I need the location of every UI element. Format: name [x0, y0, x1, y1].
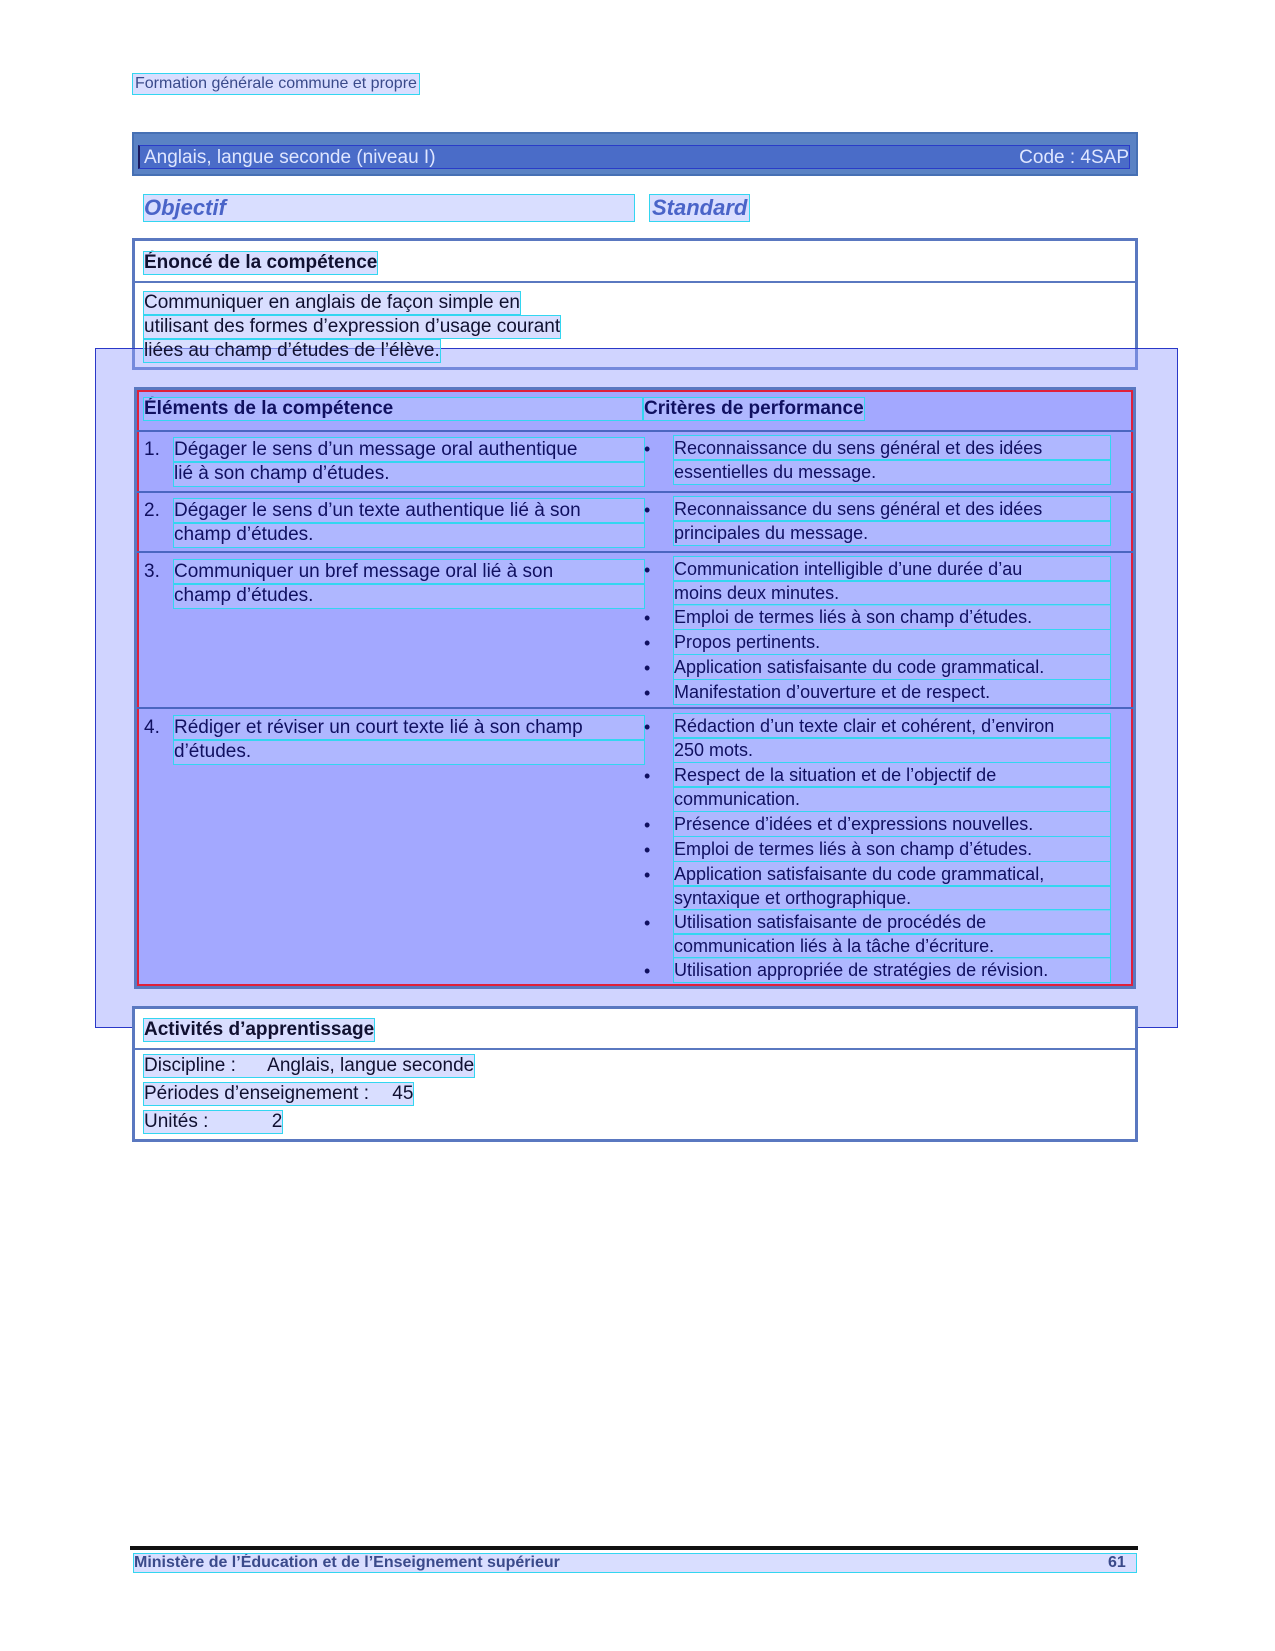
- footer-page-number: 61: [1108, 1554, 1126, 1571]
- element-number: 2.: [144, 500, 160, 521]
- criterion-text: Emploi de termes liés à son champ d’études.: [674, 837, 1110, 861]
- periodes-value: 45: [392, 1083, 414, 1104]
- criterion-text: Manifestation d’ouverture et de respect.: [674, 680, 1110, 704]
- criterion-text: Application satisfaisante du code grammatical,: [674, 862, 1110, 886]
- unites-line: [144, 1111, 282, 1133]
- element-text: lié à son champ d’études.: [174, 462, 644, 486]
- discipline-value: Anglais, langue seconde: [267, 1055, 475, 1076]
- criterion: [644, 605, 1110, 629]
- periodes-label: Périodes d’enseignement :: [144, 1083, 369, 1104]
- criterion: [644, 680, 1110, 704]
- bullet-icon: •: [644, 683, 651, 703]
- criterion-text: Reconnaissance du sens général et des idées: [674, 497, 1110, 521]
- criterion-text: principales du message.: [674, 521, 1110, 545]
- row-divider: [137, 430, 1133, 432]
- course-title-bar: [132, 132, 1138, 176]
- element-text: Dégager le sens d’un message oral authentique: [174, 438, 644, 462]
- element-number: 3.: [144, 561, 160, 582]
- course-title: Anglais, langue seconde (niveau I): [144, 147, 436, 168]
- bullet-icon: •: [644, 766, 651, 786]
- elements-header: Éléments de la compétence: [144, 398, 642, 420]
- criterion-text: moins deux minutes.: [674, 581, 1110, 605]
- element-text: Dégager le sens d’un texte authentique lié à son: [174, 499, 644, 523]
- bullet-icon: •: [644, 439, 651, 459]
- enonce-line: Communiquer en anglais de façon simple en: [144, 292, 520, 313]
- objectif-label: Objectif: [144, 195, 634, 221]
- criterion: [644, 655, 1110, 679]
- element-text: d’études.: [174, 740, 644, 764]
- criterion-text: Rédaction d’un texte clair et cohérent, d’environ: [674, 714, 1110, 738]
- criterion-text: Reconnaissance du sens général et des idées: [674, 436, 1110, 460]
- bullet-icon: •: [644, 913, 651, 933]
- criterion-text: Utilisation appropriée de stratégies de révision.: [674, 958, 1110, 982]
- criterion-text: communication.: [674, 787, 1110, 811]
- bullet-icon: •: [644, 608, 651, 628]
- criterion: [644, 714, 1110, 762]
- bullet-icon: •: [644, 961, 651, 981]
- element-number: 4.: [144, 717, 160, 738]
- footer-ministry: Ministère de l’Éducation et de l’Enseignement supérieur: [134, 1554, 1136, 1572]
- criterion-text: Emploi de termes liés à son champ d’études.: [674, 605, 1110, 629]
- criterion: [644, 436, 1110, 484]
- row-divider: [137, 491, 1133, 493]
- criterion: [644, 763, 1110, 811]
- criterion-text: Application satisfaisante du code grammatical.: [674, 655, 1110, 679]
- discipline-line: [144, 1055, 474, 1077]
- criterion: [644, 812, 1110, 836]
- criterion-text: Utilisation satisfaisante de procédés de: [674, 910, 1110, 934]
- element-number: 1.: [144, 439, 160, 460]
- element-text: champ d’études.: [174, 584, 644, 608]
- bullet-icon: •: [644, 560, 651, 580]
- running-header: Formation générale commune et propre: [135, 75, 417, 92]
- bullet-icon: •: [644, 717, 651, 737]
- unites-value: 2: [271, 1111, 283, 1132]
- criterion-text: Présence d’idées et d’expressions nouvelles.: [674, 812, 1110, 836]
- bullet-icon: •: [644, 658, 651, 678]
- discipline-label: Discipline :: [144, 1055, 236, 1076]
- element-text: champ d’études.: [174, 523, 644, 547]
- row-divider: [137, 551, 1133, 553]
- criterion: [644, 557, 1110, 605]
- footer-rule: [130, 1546, 1138, 1550]
- element-text: Communiquer un bref message oral lié à son: [174, 560, 644, 584]
- bullet-icon: •: [644, 865, 651, 885]
- criterion-text: syntaxique et orthographique.: [674, 886, 1110, 910]
- enonce-line: utilisant des formes d’expression d’usage courant: [144, 316, 561, 337]
- element-2: [144, 499, 644, 547]
- activites-divider: [134, 1048, 1136, 1050]
- criterion-text: Propos pertinents.: [674, 630, 1110, 654]
- criterion-text: communication liés à la tâche d’écriture.: [674, 934, 1110, 958]
- enonce-line: liées au champ d’études de l’élève.: [144, 340, 440, 361]
- criterion: [644, 630, 1110, 654]
- bullet-icon: •: [644, 840, 651, 860]
- criterion-text: Communication intelligible d’une durée d’au: [674, 557, 1110, 581]
- row-divider: [137, 707, 1133, 709]
- criterion-text: essentielles du message.: [674, 460, 1110, 484]
- element-1: [144, 438, 644, 486]
- criterion: [644, 910, 1110, 958]
- bullet-icon: •: [644, 815, 651, 835]
- criterion: [644, 862, 1110, 910]
- element-text: Rédiger et réviser un court texte lié à son champ: [174, 716, 644, 740]
- enonce-divider: [134, 281, 1136, 283]
- bullet-icon: •: [644, 633, 651, 653]
- bullet-icon: •: [644, 500, 651, 520]
- element-3: [144, 560, 644, 608]
- enonce-title: Énoncé de la compétence: [144, 252, 378, 273]
- criterion: [644, 958, 1110, 982]
- criteres-header: Critères de performance: [644, 398, 864, 419]
- criterion-text: Respect de la situation et de l’objectif de: [674, 763, 1110, 787]
- course-code: Code : 4SAP: [1019, 147, 1129, 168]
- criterion-text: 250 mots.: [674, 738, 1110, 762]
- activites-title: Activités d’apprentissage: [144, 1019, 375, 1040]
- element-4: [144, 716, 644, 764]
- criterion: [644, 837, 1110, 861]
- unites-label: Unités :: [144, 1111, 209, 1132]
- criterion: [644, 497, 1110, 545]
- standard-label: Standard: [652, 195, 748, 220]
- periodes-line: [144, 1083, 413, 1105]
